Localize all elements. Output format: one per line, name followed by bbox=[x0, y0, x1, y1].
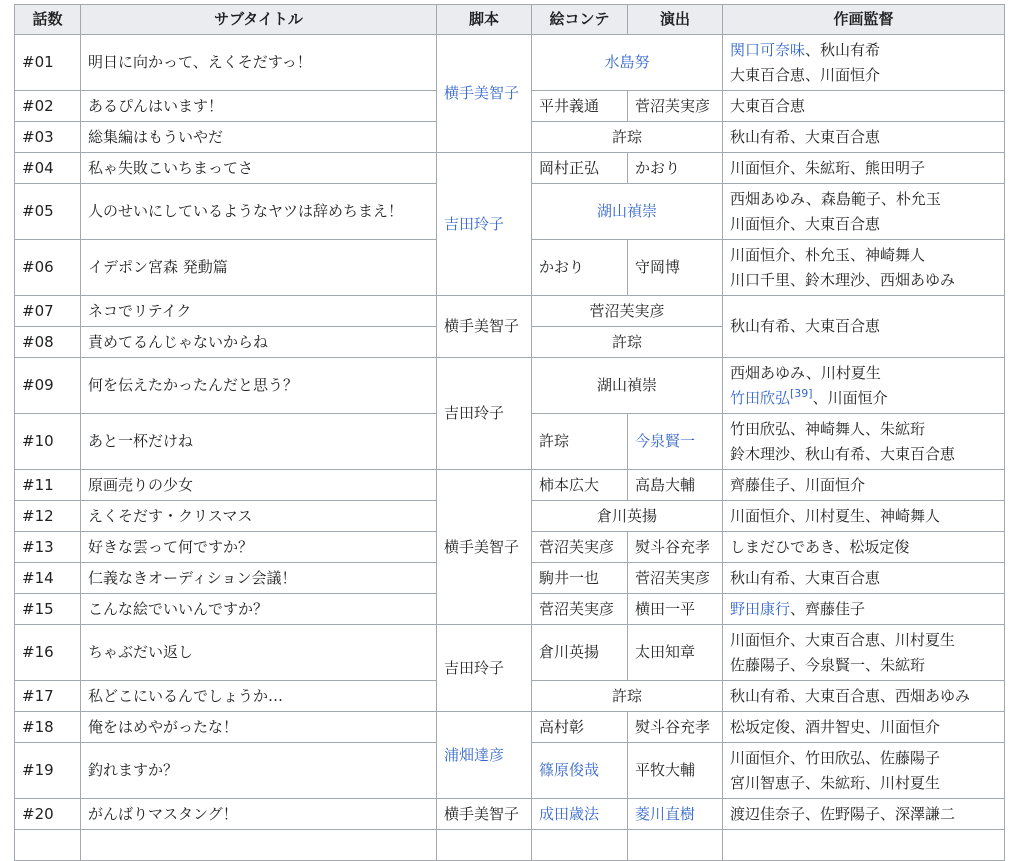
script-writer: 吉田玲子 bbox=[437, 625, 532, 712]
header-subtitle[interactable]: サブタイトル bbox=[81, 5, 437, 35]
script-writer-link[interactable]: 浦畑達彦 bbox=[444, 745, 505, 764]
storyboard-direction: 許琮 bbox=[532, 122, 723, 153]
direction bbox=[628, 799, 723, 830]
episode-number: #06 bbox=[15, 240, 81, 296]
episode-title: ちゃぶだい返し bbox=[81, 625, 437, 681]
script-writer bbox=[437, 712, 532, 799]
episode-number: #16 bbox=[15, 625, 81, 681]
animation-director: 川面恒介、朴允玉、神崎舞人 川口千里、鈴木理沙、西畑あゆみ bbox=[723, 240, 1005, 296]
direction: 熨斗谷充孝 bbox=[628, 712, 723, 743]
script-writer: 吉田玲子 bbox=[437, 358, 532, 470]
storyboard-direction: 湖山禎崇 bbox=[532, 358, 723, 414]
storyboard-link[interactable]: 篠原俊哉 bbox=[539, 761, 600, 779]
table-row bbox=[15, 470, 1005, 501]
storyboard-link[interactable]: 湖山禎崇 bbox=[596, 202, 657, 220]
episode-number: #20 bbox=[15, 799, 81, 830]
episode-title: あるぴんはいます！ bbox=[81, 91, 437, 122]
episode-title: 釣れますか？ bbox=[81, 743, 437, 799]
storyboard bbox=[532, 799, 628, 830]
animation-director: 野田康行、齊藤佳子 bbox=[723, 594, 1005, 625]
episode-title: 何を伝えたかったんだと思う？ bbox=[81, 358, 437, 414]
episode-title: 私ゃ失敗こいちまってさ bbox=[81, 153, 437, 184]
direction-link[interactable]: 今泉賢一 bbox=[635, 432, 696, 450]
animation-director: 大東百合恵 bbox=[723, 91, 1005, 122]
animation-director-link[interactable]: 関口可奈味 bbox=[730, 40, 806, 59]
episode-title: ネコでリテイク bbox=[81, 296, 437, 327]
table-row bbox=[15, 358, 1005, 414]
episode-number: #14 bbox=[15, 563, 81, 594]
episode-number: #03 bbox=[15, 122, 81, 153]
storyboard: 柿本広大 bbox=[532, 470, 628, 501]
animation-director: 西畑あゆみ、森島範子、朴允玉 川面恒介、大東百合恵 bbox=[723, 184, 1005, 240]
animation-director: 秋山有希、大東百合恵、西畑あゆみ bbox=[723, 681, 1005, 712]
episode-title: 仁義なきオーディション会議！ bbox=[81, 563, 437, 594]
script-writer bbox=[437, 153, 532, 296]
animation-director: 齊藤佳子、川面恒介 bbox=[723, 470, 1005, 501]
storyboard: 許琮 bbox=[532, 414, 628, 470]
animation-director: 川面恒介、竹田欣弘、佐藤陽子 宮川智恵子、朱絋珩、川村夏生 bbox=[723, 743, 1005, 799]
table-row bbox=[15, 799, 1005, 830]
animation-director: 川面恒介、朱絋珩、熊田明子 bbox=[723, 153, 1005, 184]
animation-director: 西畑あゆみ、川村夏生 竹田欣弘[39]、川面恒介 bbox=[723, 358, 1005, 414]
storyboard-link[interactable]: 水島努 bbox=[604, 53, 650, 71]
storyboard-direction: 許琮 bbox=[532, 681, 723, 712]
storyboard: 駒井一也 bbox=[532, 563, 628, 594]
episode-title: こんな絵でいいんですか？ bbox=[81, 594, 437, 625]
storyboard: 菅沼芙実彦 bbox=[532, 594, 628, 625]
direction: 平牧大輔 bbox=[628, 743, 723, 799]
table-row bbox=[15, 625, 1005, 681]
animation-director: 秋山有希、大東百合恵 bbox=[723, 296, 1005, 358]
episode-title: 俺をはめやがったな！ bbox=[81, 712, 437, 743]
storyboard bbox=[532, 743, 628, 799]
direction: かおり bbox=[628, 153, 723, 184]
header-episode[interactable]: 話数 bbox=[15, 5, 81, 35]
storyboard: かおり bbox=[532, 240, 628, 296]
episode-number: #12 bbox=[15, 501, 81, 532]
direction: 太田知章 bbox=[628, 625, 723, 681]
direction: 熨斗谷充孝 bbox=[628, 532, 723, 563]
storyboard-direction bbox=[532, 35, 723, 91]
direction bbox=[628, 414, 723, 470]
animation-director-link[interactable]: 野田康行 bbox=[730, 599, 791, 618]
script-writer-link[interactable]: 吉田玲子 bbox=[444, 214, 505, 233]
episode-number: #05 bbox=[15, 184, 81, 240]
episode-number: #08 bbox=[15, 327, 81, 358]
episode-number: #10 bbox=[15, 414, 81, 470]
animation-director: 関口可奈味、秋山有希 大東百合恵、川面恒介 bbox=[723, 35, 1005, 91]
episode-number: #15 bbox=[15, 594, 81, 625]
episode-number: #02 bbox=[15, 91, 81, 122]
script-writer bbox=[437, 35, 532, 153]
table-row bbox=[15, 712, 1005, 743]
table-row-partial bbox=[15, 830, 1005, 861]
episode-number: #18 bbox=[15, 712, 81, 743]
episode-number: #04 bbox=[15, 153, 81, 184]
direction: 横田一平 bbox=[628, 594, 723, 625]
direction-link[interactable]: 菱川直樹 bbox=[635, 804, 696, 823]
episode-title: がんばりマスタング！ bbox=[81, 799, 437, 830]
script-writer: 横手美智子 bbox=[437, 799, 532, 830]
animation-director: 渡辺佳奈子、佐野陽子、深澤謙二 bbox=[723, 799, 1005, 830]
storyboard: 岡村正弘 bbox=[532, 153, 628, 184]
episode-staff-table bbox=[14, 4, 1005, 861]
direction: 高島大輔 bbox=[628, 470, 723, 501]
storyboard-direction bbox=[532, 184, 723, 240]
header-row bbox=[15, 5, 1005, 35]
script-writer: 横手美智子 bbox=[437, 296, 532, 358]
animation-director: 川面恒介、川村夏生、神崎舞人 bbox=[723, 501, 1005, 532]
storyboard: 菅沼芙実彦 bbox=[532, 532, 628, 563]
episode-title: 明日に向かって、えくそだすっ！ bbox=[81, 35, 437, 91]
animation-director: 秋山有希、大東百合恵 bbox=[723, 122, 1005, 153]
animation-director: 竹田欣弘、神崎舞人、朱絋珩 鈴木理沙、秋山有希、大東百合恵 bbox=[723, 414, 1005, 470]
episode-number: #19 bbox=[15, 743, 81, 799]
script-writer: 横手美智子 bbox=[437, 470, 532, 625]
storyboard: 高村彰 bbox=[532, 712, 628, 743]
direction: 菅沼芙実彦 bbox=[628, 563, 723, 594]
episode-number: #09 bbox=[15, 358, 81, 414]
episode-title: 責めてるんじゃないからね bbox=[81, 327, 437, 358]
animation-director: しまだひであき、松坂定俊 bbox=[723, 532, 1005, 563]
header-storyboard[interactable]: 絵コンテ bbox=[532, 5, 628, 35]
episode-title: 総集編はもういやだ bbox=[81, 122, 437, 153]
reference-link[interactable]: [39] bbox=[790, 386, 813, 400]
storyboard-direction: 許琮 bbox=[532, 327, 723, 358]
table-row bbox=[15, 35, 1005, 91]
episode-number: #01 bbox=[15, 35, 81, 91]
episode-title: イデポン宮森 発動篇 bbox=[81, 240, 437, 296]
header-animation-director[interactable]: 作画監督 bbox=[723, 5, 1005, 35]
animation-director: 川面恒介、大東百合恵、川村夏生 佐藤陽子、今泉賢一、朱絋珩 bbox=[723, 625, 1005, 681]
storyboard: 平井義通 bbox=[532, 91, 628, 122]
episode-title: 私どこにいるんでしょうか… bbox=[81, 681, 437, 712]
table-row bbox=[15, 153, 1005, 184]
episode-number: #17 bbox=[15, 681, 81, 712]
episode-title: 人のせいにしているようなヤツは辞めちまえ！ bbox=[81, 184, 437, 240]
storyboard: 倉川英揚 bbox=[532, 625, 628, 681]
header-direction[interactable]: 演出 bbox=[628, 5, 723, 35]
episode-number: #07 bbox=[15, 296, 81, 327]
script-writer-link[interactable]: 横手美智子 bbox=[444, 84, 520, 102]
direction: 守岡博 bbox=[628, 240, 723, 296]
header-script[interactable]: 脚本 bbox=[437, 5, 532, 35]
animation-director: 秋山有希、大東百合恵 bbox=[723, 563, 1005, 594]
episode-title: 原画売りの少女 bbox=[81, 470, 437, 501]
episode-number: #13 bbox=[15, 532, 81, 563]
episode-title: 好きな雲って何ですか？ bbox=[81, 532, 437, 563]
storyboard-link[interactable]: 成田歳法 bbox=[539, 804, 600, 823]
storyboard-direction: 菅沼芙実彦 bbox=[532, 296, 723, 327]
episode-title: えくそだす・クリスマス bbox=[81, 501, 437, 532]
episode-number: #11 bbox=[15, 470, 81, 501]
animation-director: 松坂定俊、酒井智史、川面恒介 bbox=[723, 712, 1005, 743]
animation-director-link[interactable]: 竹田欣弘 bbox=[730, 388, 791, 407]
storyboard-direction: 倉川英揚 bbox=[532, 501, 723, 532]
table-row bbox=[15, 296, 1005, 327]
direction: 菅沼芙実彦 bbox=[628, 91, 723, 122]
episode-title: あと一杯だけね bbox=[81, 414, 437, 470]
